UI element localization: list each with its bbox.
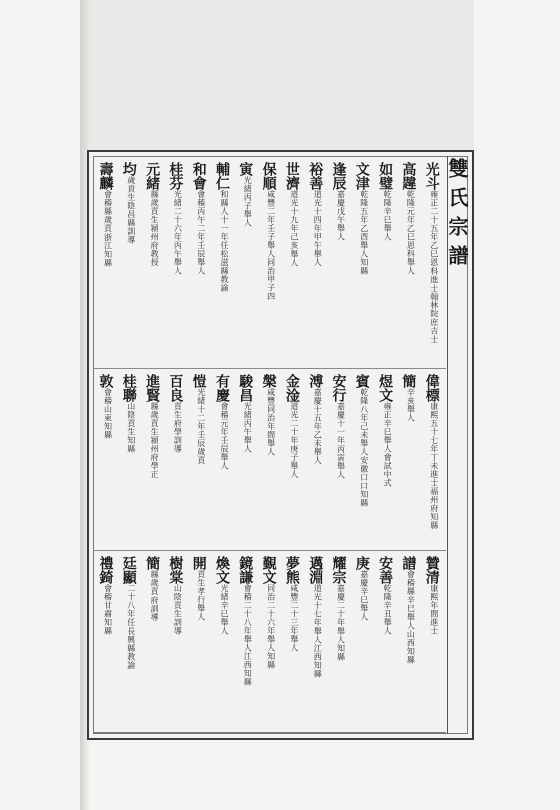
person-name: 高韙 [400, 162, 417, 190]
register-entry [395, 162, 417, 364]
register-entry [279, 556, 301, 728]
biographical-note [197, 190, 206, 275]
note-line: 道光十七年 [313, 584, 323, 627]
note-line: 訓導 [173, 618, 183, 635]
person-name: 保順 [260, 162, 277, 190]
person-name: 覲文 [260, 556, 277, 584]
register-entry [326, 556, 348, 728]
person-name: 桂芬 [167, 162, 184, 190]
person-name: 溥 [307, 374, 324, 388]
note-line: 雍正辛巳舉人 [383, 402, 393, 453]
biographical-note [150, 402, 159, 479]
biographical-note [267, 388, 276, 456]
person-name: 邁淵 [307, 556, 324, 584]
register-entry [419, 374, 441, 546]
note-line: 孝行舉人 [196, 587, 206, 621]
note-line: 進士 [429, 618, 439, 635]
note-line: 乾隆辛巳舉人 [383, 190, 393, 241]
note-line: 舉人江西知縣 [313, 626, 323, 678]
biographical-note [243, 402, 252, 453]
note-line: 舉人 [266, 439, 276, 456]
note-line: 訓導 [126, 227, 136, 244]
person-name: 有慶 [214, 374, 230, 402]
note-line: 嘉慶十一年 [336, 402, 346, 445]
note-line: 嘉慶二十年 [336, 584, 346, 627]
biographical-note [173, 402, 182, 453]
biographical-note [220, 402, 229, 470]
biographical-note [383, 584, 392, 635]
register-entry [372, 556, 394, 728]
register-entry [186, 162, 208, 364]
note-line: 咸豐二年壬子舉人 [266, 190, 276, 258]
person-name: 和會 [190, 162, 207, 190]
person-name: 簡 [144, 556, 161, 570]
person-name: 賓 [353, 374, 370, 388]
biographical-note [337, 190, 346, 241]
note-line: 嘉慶辛巳舉人 [359, 570, 369, 621]
person-name: 贊清 [423, 556, 440, 584]
person-name: 百良 [167, 374, 184, 402]
register-entry [256, 556, 278, 728]
biographical-note [290, 402, 299, 479]
register-entry [302, 556, 324, 728]
note-line: 安徽口口知縣 [359, 456, 369, 507]
biographical-note [313, 190, 322, 267]
note-line: 會稽山東 [103, 388, 113, 422]
biographical-note [337, 584, 346, 661]
biographical-note [337, 402, 346, 479]
biographical-note [197, 570, 206, 621]
bottom-rule [94, 732, 446, 733]
register-entry [326, 162, 348, 364]
person-name: 愷 [190, 374, 207, 388]
biographical-note [383, 190, 392, 241]
register-entry [209, 162, 231, 364]
person-name: 輔仁 [214, 162, 230, 190]
note-line: 會稽元年壬辰舉人 [220, 402, 229, 470]
note-line: 辛亥舉人 [406, 388, 416, 422]
book-title: 雙 氏 宗 譜 [445, 158, 469, 266]
person-name: 金淦 [283, 374, 300, 402]
register-entry [256, 162, 278, 364]
person-name: 槃 [260, 374, 277, 388]
person-name: 逢辰 [330, 162, 347, 190]
note-line: 康熙五十七年丁未 [429, 402, 439, 470]
note-line: 會稽丙午二年壬辰舉人 [196, 190, 206, 275]
note-line: 縣歲貢 [150, 570, 160, 596]
register-entry [139, 374, 161, 546]
note-line: 貢生 [173, 402, 183, 419]
register-entry [372, 374, 394, 546]
register-entry [162, 374, 184, 546]
person-name: 桂聯 [120, 374, 137, 402]
note-line: 知縣 [359, 258, 369, 275]
note-line: 嘉慶十五年乙未舉人 [313, 388, 323, 465]
note-line: 咸豐二十三年 [289, 584, 299, 635]
biographical-note [243, 176, 252, 227]
note-line: 歲貢生陰昌縣 [126, 176, 136, 227]
biographical-note [173, 584, 182, 635]
note-line: 舉人知縣 [266, 635, 276, 669]
register-entry [162, 162, 184, 364]
biographical-note [127, 402, 136, 453]
note-line: 長興縣教諭 [126, 626, 136, 669]
register-entry [419, 556, 441, 728]
biographical-note [267, 190, 276, 301]
register-entry [93, 556, 115, 728]
register-entry [116, 162, 138, 364]
person-name: 元緒 [144, 162, 161, 190]
person-name: 進賢 [144, 374, 161, 402]
biographical-note [243, 584, 252, 686]
note-line: 同治甲子四 [266, 258, 276, 301]
register-entry [186, 556, 208, 728]
register-entry [209, 374, 231, 546]
note-line: 潁州府教授 [150, 224, 160, 267]
person-name: 鏡謙 [237, 556, 254, 584]
note-line: 舉人 [289, 249, 299, 267]
register-entry [116, 556, 138, 728]
note-line: 道光十九年己亥 [289, 190, 299, 250]
biographical-note [104, 388, 113, 439]
register-entry [209, 556, 231, 728]
person-name: 寅 [237, 162, 254, 176]
register-entry [93, 162, 115, 364]
note-line: 縣歲貢生 [150, 402, 160, 436]
note-line: 舉人知縣 [336, 626, 346, 661]
biographical-note [290, 584, 299, 652]
person-name: 如璧 [377, 162, 394, 190]
note-line: 嘉慶戊午舉人 [336, 190, 346, 241]
register-entry [116, 374, 138, 546]
register-entry [349, 374, 371, 546]
note-line: 光緒十二年壬辰歲貢 [196, 388, 206, 465]
person-name: 世濟 [283, 162, 300, 190]
person-name: 煥文 [214, 556, 230, 584]
biographical-note [173, 190, 182, 275]
note-line: 康熙年間 [429, 584, 439, 618]
register-entry [186, 374, 208, 546]
note-line: 浙江知縣 [103, 232, 113, 267]
person-name: 煜文 [377, 374, 394, 402]
note-line: 山陰貢生 [173, 584, 183, 618]
note-line: 光緒辛巳舉人 [220, 584, 229, 635]
note-line: 同治二十六年 [266, 584, 276, 635]
biographical-note [406, 190, 415, 275]
note-line: 乾隆八年己未舉人 [359, 388, 369, 456]
register-entry [232, 556, 254, 728]
person-name: 廷顯 [120, 556, 137, 584]
register-entry [302, 162, 324, 364]
note-line: 潁州府學正 [150, 436, 160, 479]
person-name: 光斗 [423, 162, 440, 190]
biographical-note [104, 584, 113, 635]
note-line: 知縣 [103, 422, 113, 439]
person-name: 耀宗 [330, 556, 347, 584]
register-entry [139, 556, 161, 728]
note-line: 光緒丙午舉人 [243, 402, 253, 453]
biographical-note [150, 190, 159, 267]
register-entry [93, 374, 115, 546]
register-entry [349, 162, 371, 364]
register-entry [372, 162, 394, 364]
person-name: 駿昌 [237, 374, 254, 402]
person-name: 壽麟 [97, 162, 114, 190]
biographical-note [220, 190, 229, 292]
note-line: 道光十四年甲午舉人 [313, 190, 323, 267]
biographical-note [383, 402, 392, 487]
note-line: 會試中式 [383, 453, 393, 487]
person-name: 開 [190, 556, 207, 570]
biographical-note [104, 190, 113, 267]
biographical-note [150, 570, 159, 621]
biographical-note [197, 388, 206, 465]
row-divider [94, 550, 446, 551]
person-name: 安善 [377, 556, 394, 584]
note-line: 會稽 [103, 584, 113, 601]
person-name: 文津 [353, 162, 370, 190]
person-name: 譜 [400, 556, 417, 570]
register-entry [139, 162, 161, 364]
note-line: 舉人 [289, 635, 299, 652]
register-entry [419, 162, 441, 364]
biographical-note [406, 570, 415, 664]
person-name: 庚 [353, 556, 370, 570]
biographical-note [430, 190, 439, 343]
biographical-note [290, 190, 299, 267]
person-name: 裕善 [307, 162, 324, 190]
note-line: 光緒二十六年丙午舉人 [173, 190, 183, 275]
note-line: 進士福州府知縣 [429, 470, 439, 530]
blank-upper-margin [82, 0, 474, 150]
person-name: 安行 [330, 374, 347, 402]
person-name: 禮錡 [97, 556, 114, 584]
register-entry [326, 374, 348, 546]
note-line: 山陰貢生 [126, 402, 136, 436]
biographical-note [313, 584, 322, 678]
register-entry [279, 374, 301, 546]
note-line: 丙寅舉人 [336, 444, 346, 479]
note-line: 乾隆辛丑舉人 [383, 584, 393, 635]
biographical-note [360, 388, 369, 507]
person-name: 簡 [400, 374, 417, 388]
note-line: 科進士翰林院庶吉士 [429, 266, 439, 343]
note-line: 知縣 [126, 436, 136, 453]
note-line: 會稽縣歲貢 [103, 190, 113, 233]
register-entry [232, 374, 254, 546]
note-line: 乾隆元年乙巳恩科舉人 [406, 190, 416, 275]
note-line: 舉人山西知縣 [406, 612, 416, 664]
note-line: 二十八年任 [126, 584, 136, 627]
row-divider [94, 368, 446, 369]
register-entry [256, 374, 278, 546]
register-entry [349, 556, 371, 728]
biographical-note [267, 584, 276, 669]
biographical-note [430, 584, 439, 635]
note-line: 貢生 [196, 570, 206, 587]
register-entry [162, 556, 184, 728]
note-line: 會稽縣辛巳 [406, 570, 416, 613]
note-line: 咸豐同治年間 [266, 388, 276, 439]
person-name: 均 [120, 162, 137, 176]
note-line: 雍正二十五年乙巳恩 [429, 190, 439, 267]
person-name: 偉標 [423, 374, 440, 402]
person-name: 樹棠 [167, 556, 184, 584]
note-line: 府訓導 [150, 595, 160, 621]
biographical-note [430, 402, 439, 530]
note-line: 道光二十年庚子舉人 [289, 402, 299, 479]
note-line: 光緒丙子舉人 [243, 176, 253, 227]
note-line: 乾隆五年乙酉舉人 [359, 190, 369, 258]
note-line: 縣歲貢生 [150, 190, 160, 224]
note-line: 舉人江西知縣 [243, 635, 253, 686]
note-line: 甘肅知縣 [103, 601, 113, 635]
biographical-note [313, 388, 322, 465]
biographical-note [220, 584, 229, 635]
biographical-note [406, 388, 415, 422]
biographical-note [360, 570, 369, 621]
biographical-note [127, 176, 136, 244]
register-entry [302, 374, 324, 546]
person-name: 敦 [97, 374, 114, 388]
register-entry [395, 556, 417, 728]
note-line: 府學訓導 [173, 419, 183, 453]
note-line: 會稽二十八年 [243, 584, 253, 635]
register-entry [232, 162, 254, 364]
register-entry [395, 374, 417, 546]
note-line: 和縣人十一年任松滋縣教諭 [220, 190, 229, 292]
person-name: 夢熊 [283, 556, 300, 584]
biographical-note [360, 190, 369, 275]
register-entry [279, 162, 301, 364]
biographical-note [127, 584, 136, 669]
